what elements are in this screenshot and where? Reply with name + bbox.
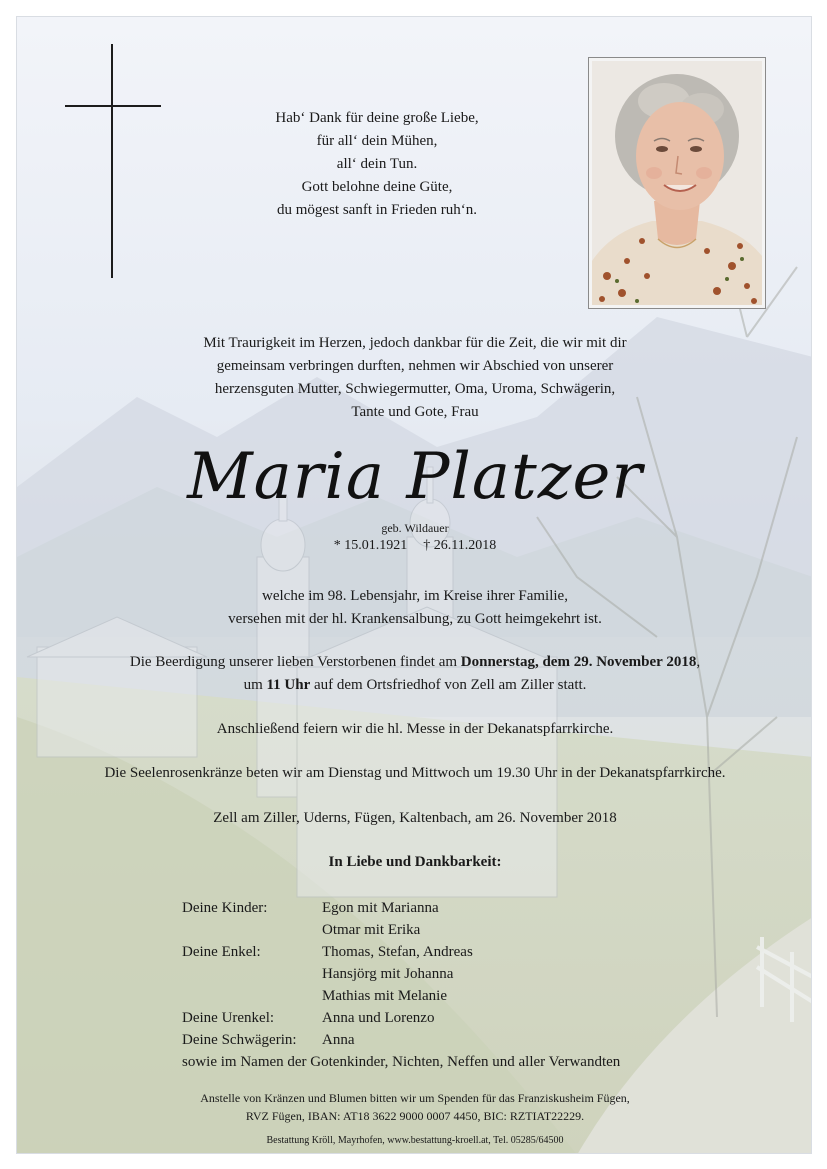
life-dates [217,536,613,556]
family-members: Thomas, Stefan, Andreas [322,944,473,960]
family-relation [182,963,322,985]
family-relation [182,919,322,941]
funeral-line-1 [37,651,793,674]
intro-text [127,332,703,424]
funeral-pre: Die Beerdigung unserer lieben Verstorbenen findet am [129,654,461,670]
family-members: Anna und Lorenzo [322,1010,435,1026]
rosary-text: Die Seelenrosenkränze beten wir am Dienstag und Mittwoch um 19.30 Uhr in der Dekanatspfarrkirche. [104,765,726,781]
family-members: Egon mit Marianna [322,900,439,916]
closing-heading: In Liebe und Dankbarkeit: [328,854,502,870]
death-date: † 26.11.2018 [423,538,497,553]
funeral-home-footer: Bestattung Kröll, Mayrhofen, www.bestattung-kroell.at, Tel. 05285/64500 [266,1135,564,1146]
intro-line: gemeinsam verbringen durften, nehmen wir Abschied von unserer [216,358,614,374]
funeral-post: , [696,654,701,670]
family-members: Anna [322,1032,355,1048]
family-relation: Deine Urenkel: [182,1010,275,1026]
birth-name: geb. Wildauer [381,521,449,535]
funeral-line2-pre: um [243,677,267,693]
poem-line: du mögest sanft in Frieden ruh‘n. [277,202,477,218]
family-row [182,1007,742,1029]
birth-date: * 15.01.1921 [333,538,408,553]
family-list [182,897,742,1073]
portrait-frame [588,57,766,309]
intro-line: herzensguten Mutter, Schwiegermutter, Oma, Uroma, Schwägerin, [214,381,616,397]
donation-note [77,1089,753,1125]
family-row [182,963,742,985]
family-relation: Deine Enkel: [182,944,261,960]
family-row [182,897,742,919]
poem-line: Hab‘ Dank für deine große Liebe, [275,110,479,126]
memorial-poem [207,107,547,222]
family-note: sowie im Namen der Gotenkinder, Nichten, Neffen und aller Verwandten [182,1054,621,1070]
obituary-card [16,16,812,1154]
passing-line: versehen mit der hl. Krankensalbung, zu Gott heimgekehrt ist. [228,611,602,627]
donation-line: Anstelle von Kränzen und Blumen bitten wir um Spenden für das Franziskusheim Fügen, [200,1091,630,1105]
funeral-line2-post: auf dem Ortsfriedhof von Zell am Ziller statt. [310,677,587,693]
poem-line: Gott belohne deine Güte, [301,179,453,195]
funeral-date: Donnerstag, dem 29. November 2018 [460,654,697,670]
family-members: Hansjörg mit Johanna [322,966,454,982]
cross-icon-horizontal [65,105,161,107]
donation-line: RVZ Fügen, IBAN: AT18 3622 9000 0007 4450, BIC: RZTIAT22229. [245,1109,585,1123]
family-members: Otmar mit Erika [322,922,421,938]
funeral-text [37,651,793,697]
family-relation: Deine Kinder: [182,900,268,916]
family-members: Mathias mit Melanie [322,988,447,1004]
cross-icon-vertical [111,44,113,278]
portrait-photo [592,61,762,305]
deceased-name: Maria Platzer [187,440,643,514]
intro-line: Mit Traurigkeit im Herzen, jedoch dankbar für die Zeit, die wir mit dir [203,335,627,351]
intro-line: Tante und Gote, Frau [351,404,479,420]
passing-line: welche im 98. Lebensjahr, im Kreise ihrer Familie, [262,588,568,604]
funeral-line-2 [37,674,793,697]
family-row [182,919,742,941]
family-note-row [182,1051,742,1073]
passing-text [37,585,793,631]
poem-line: all‘ dein Tun. [336,156,418,172]
family-row [182,941,742,963]
mass-text: Anschließend feiern wir die hl. Messe in der Dekanatspfarrkirche. [216,721,614,737]
family-relation: Deine Schwägerin: [182,1032,297,1048]
poem-line: für all‘ dein Mühen, [316,133,438,149]
family-row [182,1029,742,1051]
family-row [182,985,742,1007]
obituary-content [17,17,812,1154]
family-relation [182,985,322,1007]
place-date: Zell am Ziller, Uderns, Fügen, Kaltenbach, am 26. November 2018 [213,810,617,826]
funeral-time: 11 Uhr [266,677,311,693]
